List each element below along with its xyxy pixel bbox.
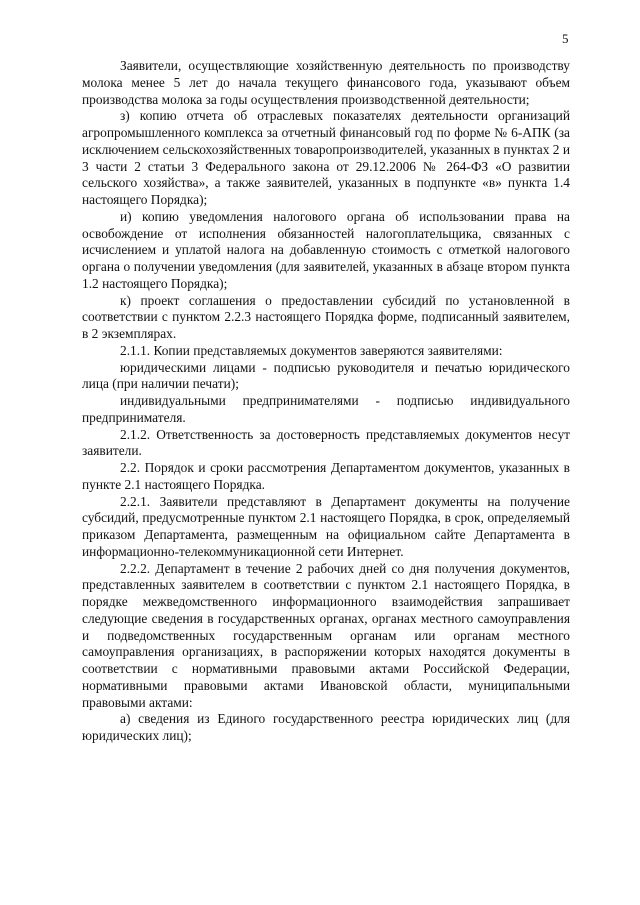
paragraph-individual-entrepreneurs: индивидуальными предпринимателями - подписью индивидуального предпринимателя. xyxy=(82,393,570,425)
paragraph-item-i: и) копию уведомления налогового органа об использовании права на освобождение от исполнения обязанностей налогоплательщика, связанных с исчислением и уплатой налога на добавленную стоимость с отметкой налогового органа о получении уведомления (для заявителей, указанных в абзаце втором пункта 1.2 настоящего Порядка); xyxy=(82,208,570,291)
paragraph-2-2-1: 2.2.1. Заявители представляют в Департамент документы на получение субсидий, предусмотренные пунктом 2.1 настоящего Порядка, в срок, определяемый приказом Департамента, размещенным на официальном сайте Департамента в информационно-телекоммуникационной сети Интернет. xyxy=(82,493,570,559)
body-text xyxy=(82,58,570,745)
paragraph-dairy-applicants: Заявители, осуществляющие хозяйственную деятельность по производству молока менее 5 лет до начала текущего финансового года, указывают объем производства молока за годы осуществления производственной деятельности; xyxy=(82,58,570,107)
paragraph-2-1-1: 2.1.1. Копии представляемых документов заверяются заявителями: xyxy=(120,342,503,358)
paragraph-legal-entities: юридическими лицами - подписью руководителя и печатью юридического лица (при наличии печати); xyxy=(82,359,570,392)
paragraph-2-1-2: 2.1.2. Ответственность за достоверность представляемых документов несут заявители. xyxy=(82,426,570,459)
paragraph-2-2: 2.2. Порядок и сроки рассмотрения Департаментом документов, указанных в пункте 2.1 настоящего Порядка. xyxy=(82,460,570,492)
page-number: 5 xyxy=(562,31,569,46)
paragraph-item-z: з) копию отчета об отраслевых показателях деятельности организаций агропромышленного комплекса за отчетный финансовый год по форме № 6-АПК (за исключением сельскохозяйственных товаропроизводителей, указанных в пунктах 2 и 3 части 2 статьи 3 Федерального закона от 29.12.2006 № 264-ФЗ «О развитии сельского хозяйства», а также заявителей, указанных в подпункте «в» пункта 1.4 настоящего Порядка); xyxy=(82,108,570,207)
paragraph-item-k: к) проект соглашения о предоставлении субсидий по установленной в соответствии с пунктом 2.2.3 настоящего Порядка форме, подписанный заявителем, в 2 экземплярах. xyxy=(82,292,570,341)
paragraph-2-2-2: 2.2.2. Департамент в течение 2 рабочих дней со дня получения документов, представленных заявителем в соответствии с пунктом 2.1 настоящего Порядка, в порядке межведомственного информационного взаимодействия запрашивает следующие сведения в государственных органах, органах местного самоуправления и подведомственных государственным органам или органам местного самоуправления организациях, в распоряжении которых находятся документы в соответствии с нормативными правовыми актами Российской Федерации, нормативными правовыми актами Ивановской области, муниципальными правовыми актами: xyxy=(82,560,570,710)
paragraph-item-a: а) сведения из Единого государственного реестра юридических лиц (для юридических лиц); xyxy=(82,711,570,743)
